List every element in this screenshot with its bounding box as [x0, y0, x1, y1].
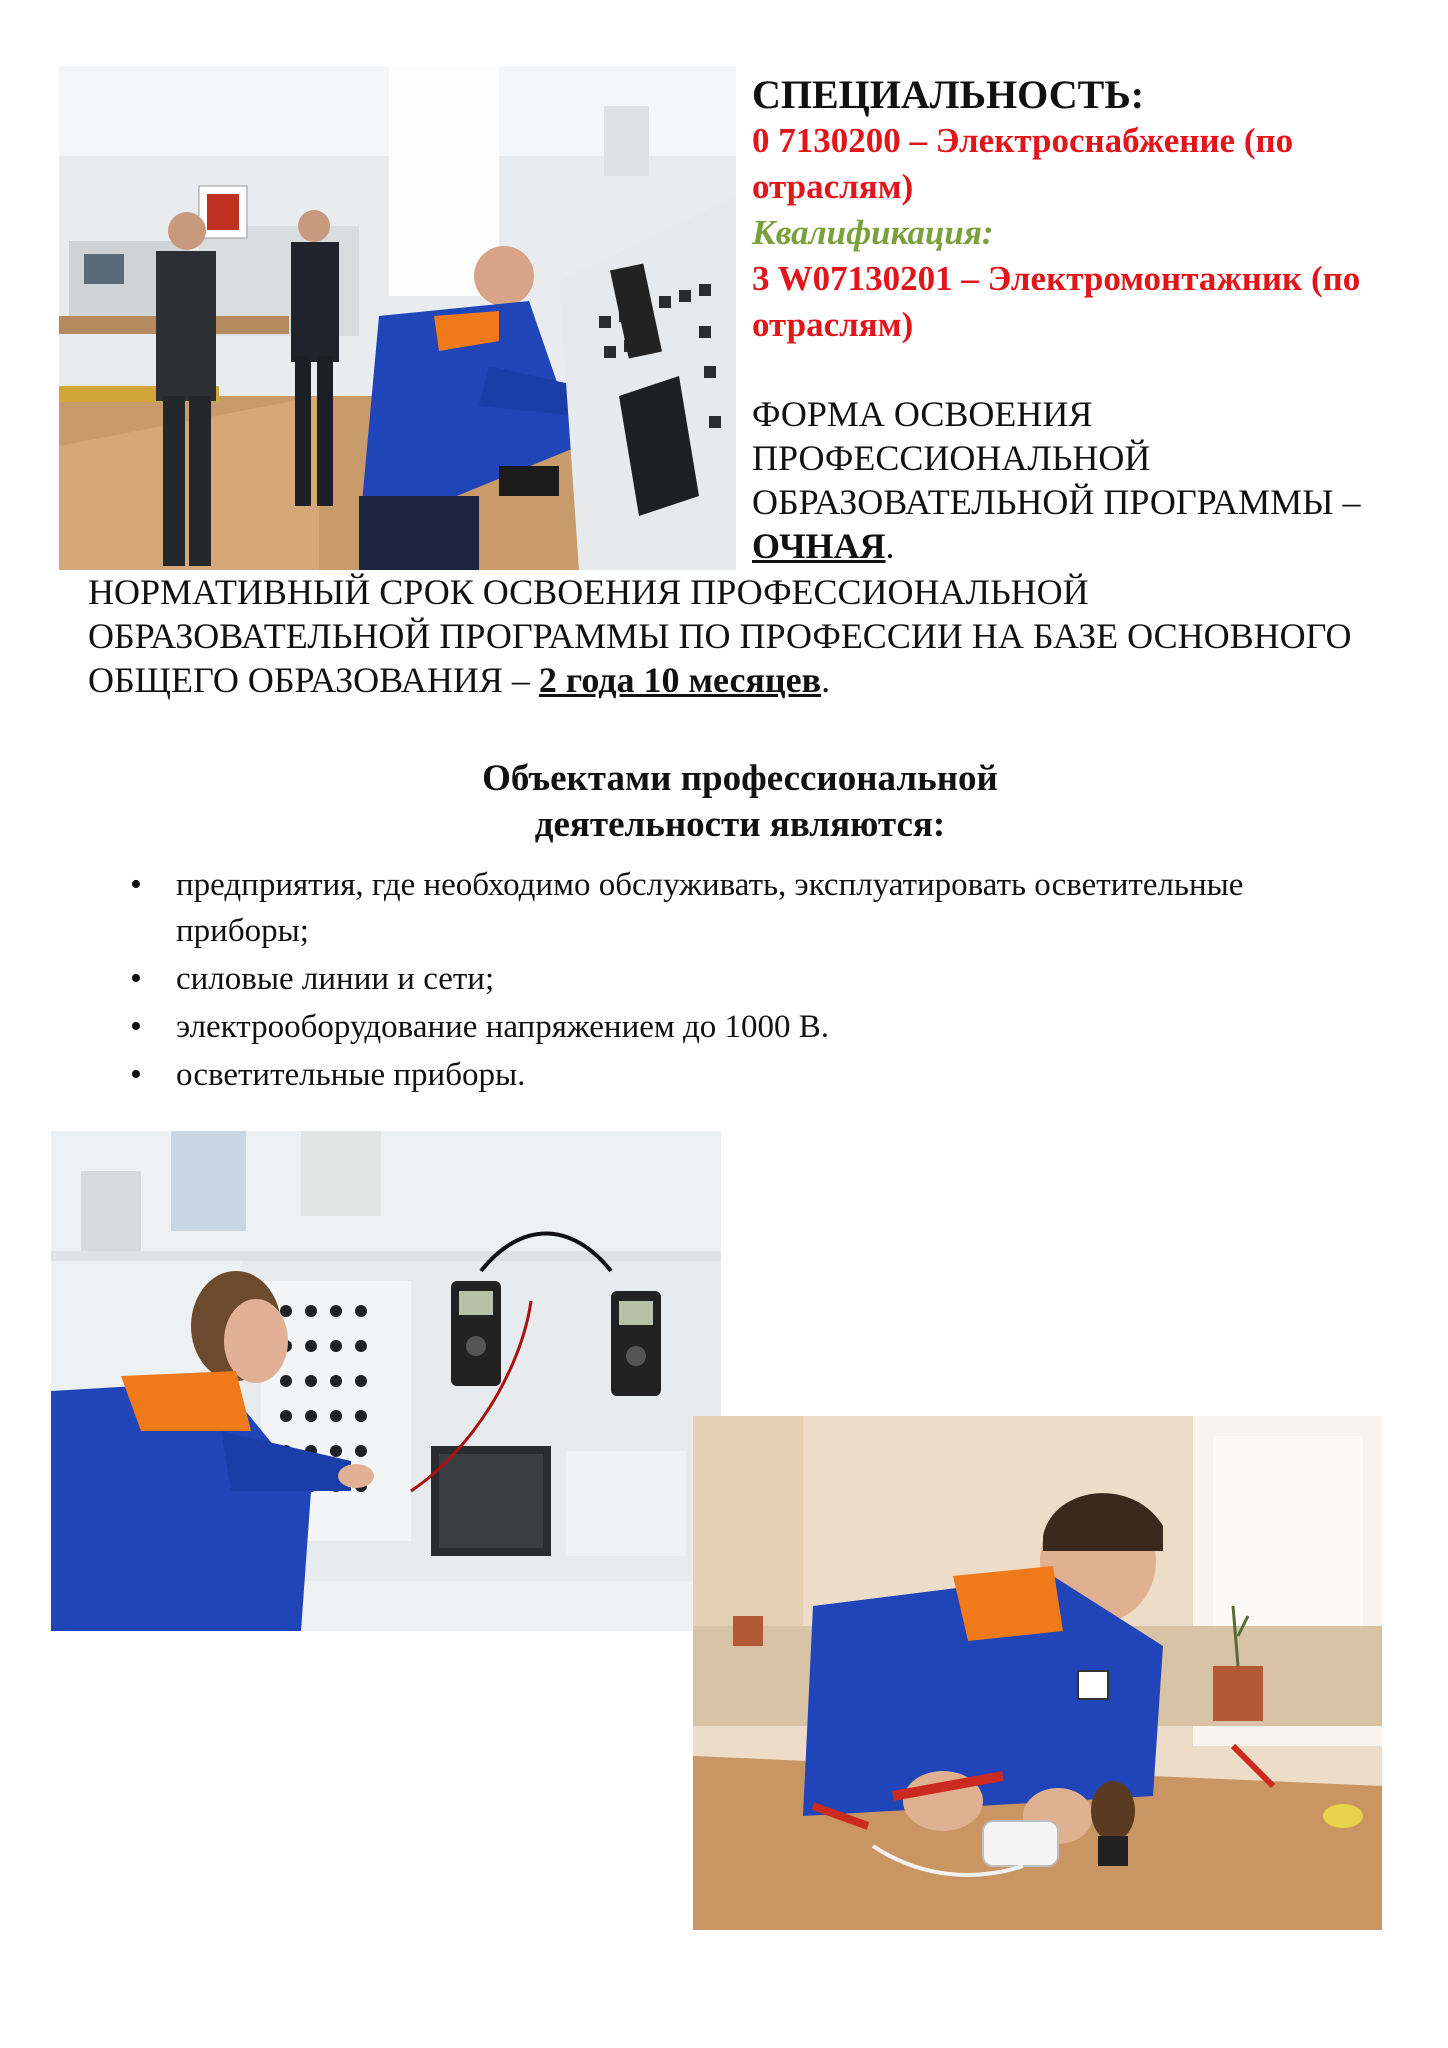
objects-list — [130, 862, 1310, 1100]
objects-heading-line1: Объектами профессиональной — [482, 758, 998, 799]
study-term-end: . — [821, 660, 831, 700]
photo-student-wiring — [51, 1131, 721, 1631]
photo-student-assembly — [693, 1416, 1382, 1930]
list-item: • электрооборудование напряжением до 1000 В. — [130, 1004, 1310, 1050]
qualification-label: Квалификация: — [752, 213, 994, 252]
study-form-value: ОЧНАЯ — [752, 526, 886, 566]
multimeter-left — [451, 1281, 501, 1386]
study-form-end: . — [885, 526, 895, 566]
study-form-text: ФОРМА ОСВОЕНИЯ ПРОФЕССИОНАЛЬНОЙ ОБРАЗОВАТЕЛЬНОЙ ПРОГРАММЫ – — [752, 394, 1361, 522]
list-item: • предприятия, где необходимо обслуживать, эксплуатировать осветительные приборы; — [130, 862, 1310, 954]
specialty-block — [752, 72, 1412, 348]
specialty-heading: СПЕЦИАЛЬНОСТЬ: — [752, 72, 1145, 117]
qualification-code: 3 W07130201 – Электромонтажник (по отраслям) — [752, 259, 1361, 344]
list-item: • силовые линии и сети; — [130, 956, 1310, 1002]
study-form — [752, 392, 1392, 568]
photo-lab-training — [59, 66, 736, 570]
study-term-text: НОРМАТИВНЫЙ СРОК ОСВОЕНИЯ ПРОФЕССИОНАЛЬНОЙ ОБРАЗОВАТЕЛЬНОЙ ПРОГРАММЫ ПО ПРОФЕССИИ НА БАЗЕ ОСНОВНОГО ОБЩЕГО ОБРАЗОВАНИЯ – — [88, 572, 1352, 700]
specialty-code: 0 7130200 – Электроснабжение (по отраслям) — [752, 121, 1294, 206]
list-item: • осветительные приборы. — [130, 1052, 1310, 1098]
multimeter-right — [611, 1291, 661, 1396]
study-term — [88, 570, 1408, 702]
objects-heading — [350, 756, 1130, 848]
objects-heading-line2: деятельности являются: — [534, 804, 946, 845]
study-term-value: 2 года 10 месяцев — [538, 660, 822, 700]
